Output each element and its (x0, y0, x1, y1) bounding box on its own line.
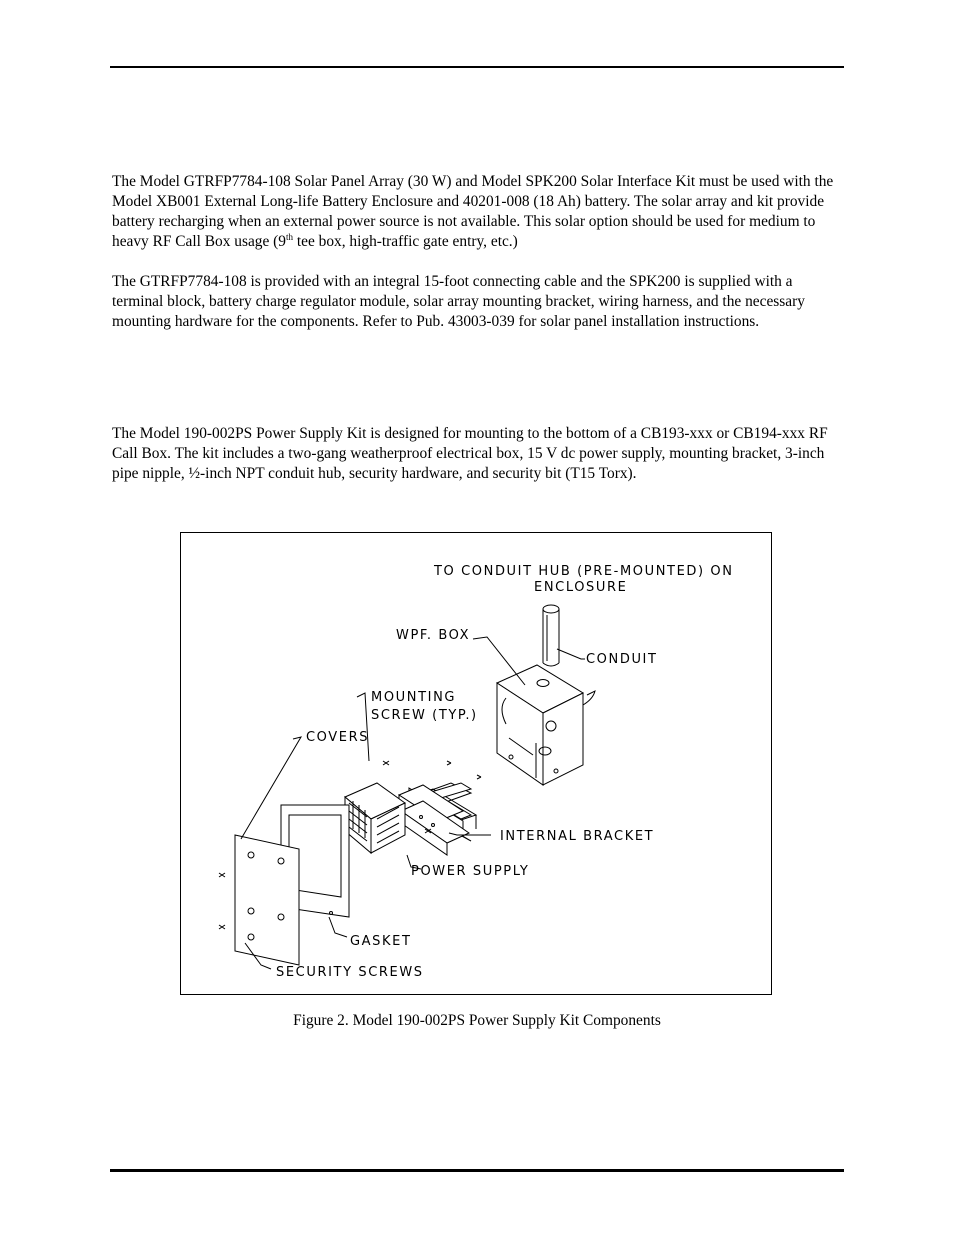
footer-rule (110, 1169, 844, 1172)
header-rule (110, 66, 844, 68)
power-supply-unit (345, 783, 405, 853)
solar-paragraph-1: The Model GTRFP7784-108 Solar Panel Array (30 W) and Model SPK200 Solar Interface Kit must be used with the Model XB001 External Long-life Battery Enclosure and 40201-008 (18 Ah) battery. The solar array and kit provide battery recharging when an external power source is not available. This solar option should be used for medium to heavy RF Call Box usage (9th tee box, high-traffic gate entry, etc.) (112, 173, 834, 250)
label-security-screws: SECURITY SCREWS (276, 965, 424, 980)
label-wpf-box: WPF. BOX (396, 628, 471, 643)
cover-plate (235, 835, 299, 965)
label-gasket: GASKET (350, 934, 412, 949)
label-mounting-line1: MOUNTING (371, 690, 457, 705)
label-covers: COVERS (306, 730, 370, 745)
label-conduit-hub-line1: TO CONDUIT HUB (PRE-MOUNTED) ON (434, 564, 734, 579)
label-conduit-hub-line2: ENCLOSURE (534, 580, 628, 595)
label-conduit: CONDUIT (586, 652, 658, 667)
solar-paragraph-2: The GTRFP7784-108 is provided with an integral 15-foot connecting cable and the SPK200 is supplied with a terminal block, battery charge regulator module, solar array mounting bracket, wiring harness, and the necessary mounting hardware for the components. Refer to Pub. 43003-039 for solar panel installation instructions. (112, 273, 805, 330)
power-supply-paragraph: The Model 190-002PS Power Supply Kit is designed for mounting to the bottom of a CB193-xxx or CB194-xxx RF Call Box. The kit includes a two-gang weatherproof electrical box, 15 V dc power supply, mounting bracket, 3-inch pipe nipple, ½-inch NPT conduit hub, security hardware, and security bit (T15 Torx). (112, 425, 828, 482)
figure-power-supply-kit (180, 532, 772, 995)
conduit-pipe (543, 605, 559, 666)
label-power-supply: POWER SUPPLY (411, 864, 530, 879)
weatherproof-box (497, 665, 595, 785)
label-internal-bracket: INTERNAL BRACKET (500, 829, 655, 844)
exploded-diagram (181, 533, 773, 996)
figure-caption: Figure 2. Model 190-002PS Power Supply Kit Components (293, 1012, 661, 1029)
label-mounting-line2: SCREW (TYP.) (371, 708, 478, 723)
